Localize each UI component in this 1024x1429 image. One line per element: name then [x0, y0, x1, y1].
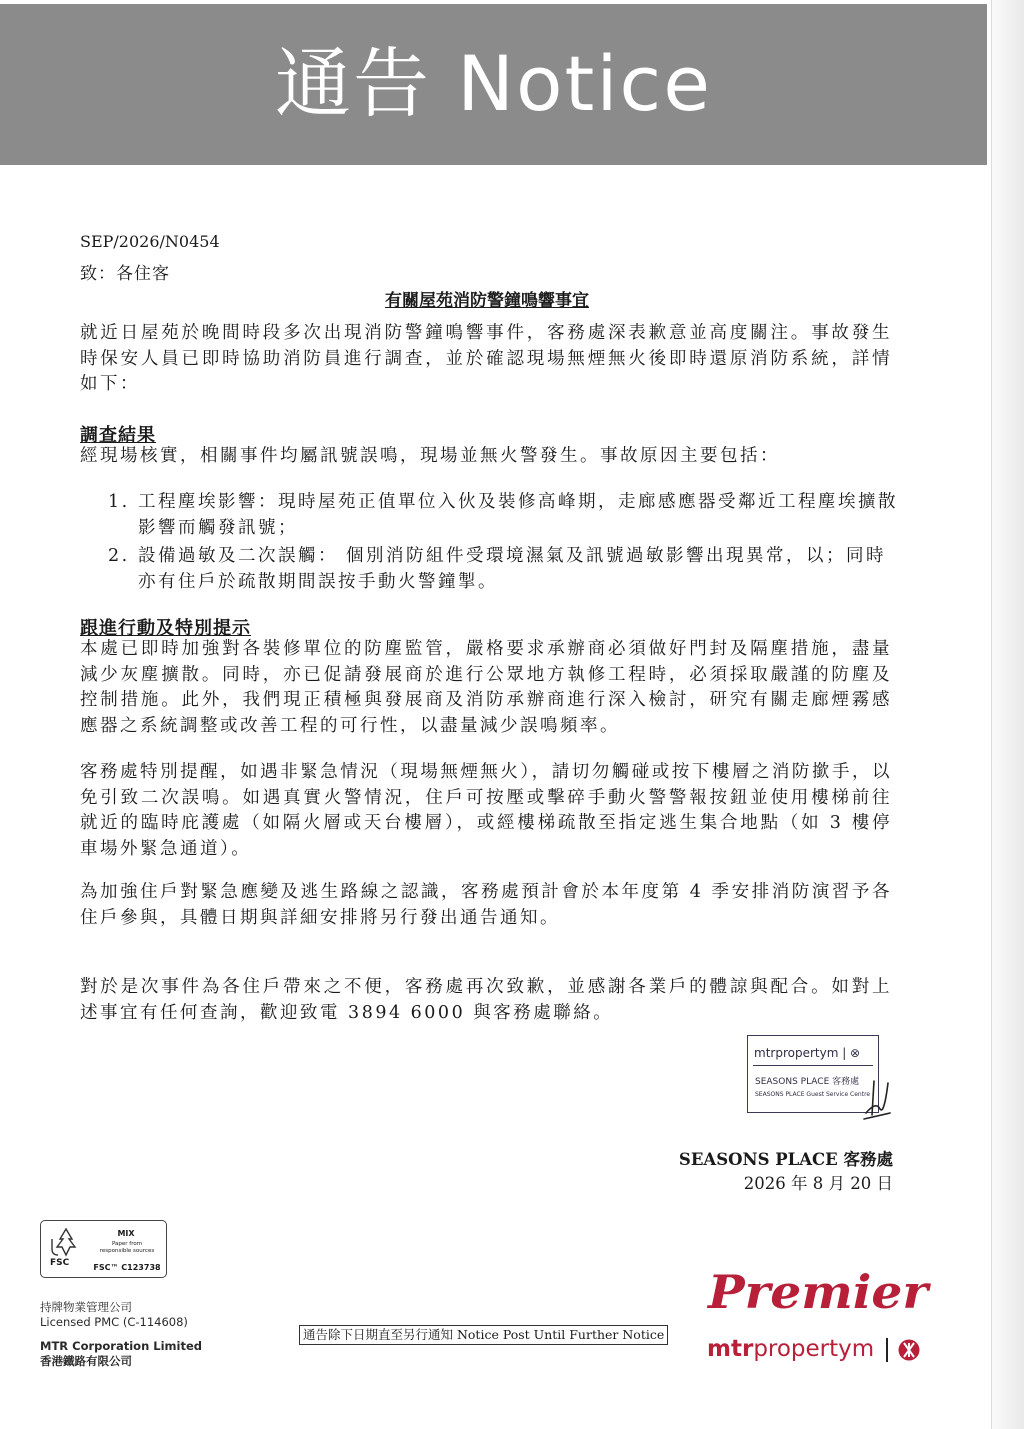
list-item — [108, 490, 898, 541]
stamp-brand: mtrpropertym | ⊗ — [754, 1046, 861, 1060]
page-edge — [991, 0, 1024, 1429]
mtr-property-logo — [707, 1336, 920, 1362]
mtr-mark-icon — [898, 1339, 920, 1361]
list-item-number: 2. — [108, 546, 130, 566]
fsc-sub-line2: responsible sources — [99, 1248, 155, 1254]
company-zh: 香港鐵路有限公司 — [40, 1354, 132, 1368]
stamp-divider — [753, 1065, 873, 1066]
footer-company-info — [40, 1300, 202, 1369]
premier-logo-text: Premier — [706, 1265, 932, 1319]
followup-heading: 跟進行動及特別提示 — [80, 618, 251, 639]
licensee-en: Licensed PMC (C-114608) — [40, 1315, 188, 1329]
closing-paragraph: 對於是次事件為各住戶帶來之不便，客務處再次致歉，並感謝各業戶的體諒與配合。如對上述事宜有任何查詢，歡迎致電 3894 6000 與客務處聯絡。 — [80, 977, 892, 1023]
list-item-text: 工程塵埃影響：現時屋苑正值單位入伙及裝修高峰期，走廊感應器受鄰近工程塵埃擴散影響而觸發訊號； — [138, 492, 898, 538]
notice-subject: 有關屋苑消防警鐘鳴響事宜 — [385, 291, 589, 311]
list-item — [108, 544, 898, 595]
stamp-office: SEASONS PLACE 客務處 — [755, 1077, 860, 1087]
signature — [862, 1075, 892, 1121]
fsc-sub-line1: Paper from — [111, 1241, 143, 1247]
list-item-number: 1. — [108, 492, 130, 512]
fsc-mix: MIX — [117, 1229, 135, 1238]
fsc-sub — [89, 1241, 165, 1255]
banner-title: 通告 Notice — [275, 39, 712, 128]
followup-paragraph-1: 本處已即時加強對各裝修單位的防塵監管，嚴格要求承辦商必須做好門封及隔塵措施，盡量減少灰塵擴散。同時，亦已促請發展商於進行公眾地方執修工程時，必須採取嚴謹的防塵及控制措施。此外，我們現正積極與發展商及消防承辦商進行深入檢討，研究有關走廊煙霧感應器之系統調整或改善工程的可行性，以盡量減少誤鳴頻率。 — [80, 639, 892, 736]
post-until-notice: 通告除下日期直至另行通知 Notice Post Until Further Notice — [299, 1325, 668, 1345]
reference-number: SEP/2026/N0454 — [80, 232, 220, 251]
mtr-logo-divider — [886, 1338, 888, 1362]
company-stamp — [747, 1035, 879, 1113]
findings-list — [108, 490, 898, 598]
stamp-office-en: SEASONS PLACE Guest Service Centre — [755, 1091, 871, 1098]
intro-paragraph: 就近日屋苑於晚間時段多次出現消防警鐘鳴響事件，客務處深表歉意並高度關注。事故發生時保安人員已即時協助消防員進行調查，並於確認現場無煙無火後即時還原消防系統，詳情如下： — [80, 323, 892, 394]
company-en: MTR Corporation Limited — [40, 1339, 202, 1353]
notice-date: 2026 年 8 月 20 日 — [743, 1174, 893, 1193]
notice-banner — [0, 4, 987, 165]
addressee: 致：各住客 — [80, 264, 170, 284]
mtr-logo-rest: propertym — [753, 1336, 875, 1362]
licensee-zh: 持牌物業管理公司 — [40, 1300, 132, 1314]
fsc-code: FSC™ C123738 — [93, 1263, 161, 1272]
signatory-name: SEASONS PLACE 客務處 — [678, 1150, 893, 1169]
findings-heading: 調查結果 — [80, 425, 156, 446]
list-item-text: 設備過敏及二次誤觸： 個別消防組件受環境濕氣及訊號過敏影響出現異常，以；同時亦有住戶於疏散期間誤按手動火警鐘掣。 — [138, 546, 887, 592]
fsc-text: FSC — [50, 1258, 70, 1268]
fsc-label-box — [40, 1220, 167, 1278]
premier-logo — [706, 1262, 932, 1324]
followup-paragraph-3: 為加強住戶對緊急應變及逃生路線之認識，客務處預計會於本年度第 4 季安排消防演習予各住戶參與，具體日期與詳細安排將另行發出通告通知。 — [80, 882, 892, 928]
findings-summary: 經現場核實，相關事件均屬訊號誤鳴，現場並無火警發生。事故原因主要包括： — [80, 446, 780, 466]
mtr-logo-bold: mtr — [707, 1336, 754, 1362]
followup-paragraph-2: 客務處特別提醒，如遇非緊急情況（現場無煙無火），請切勿觸碰或按下樓層之消防撳手，以免引致二次誤鳴。如遇真實火警情況，住戶可按壓或擊碎手動火警警報按鈕並使用樓梯前往就近的臨時庇護處（如隔火層或天台樓層），或經樓梯疏散至指定逃生集合地點（如 3 樓停車場外緊急通道）。 — [80, 762, 892, 859]
